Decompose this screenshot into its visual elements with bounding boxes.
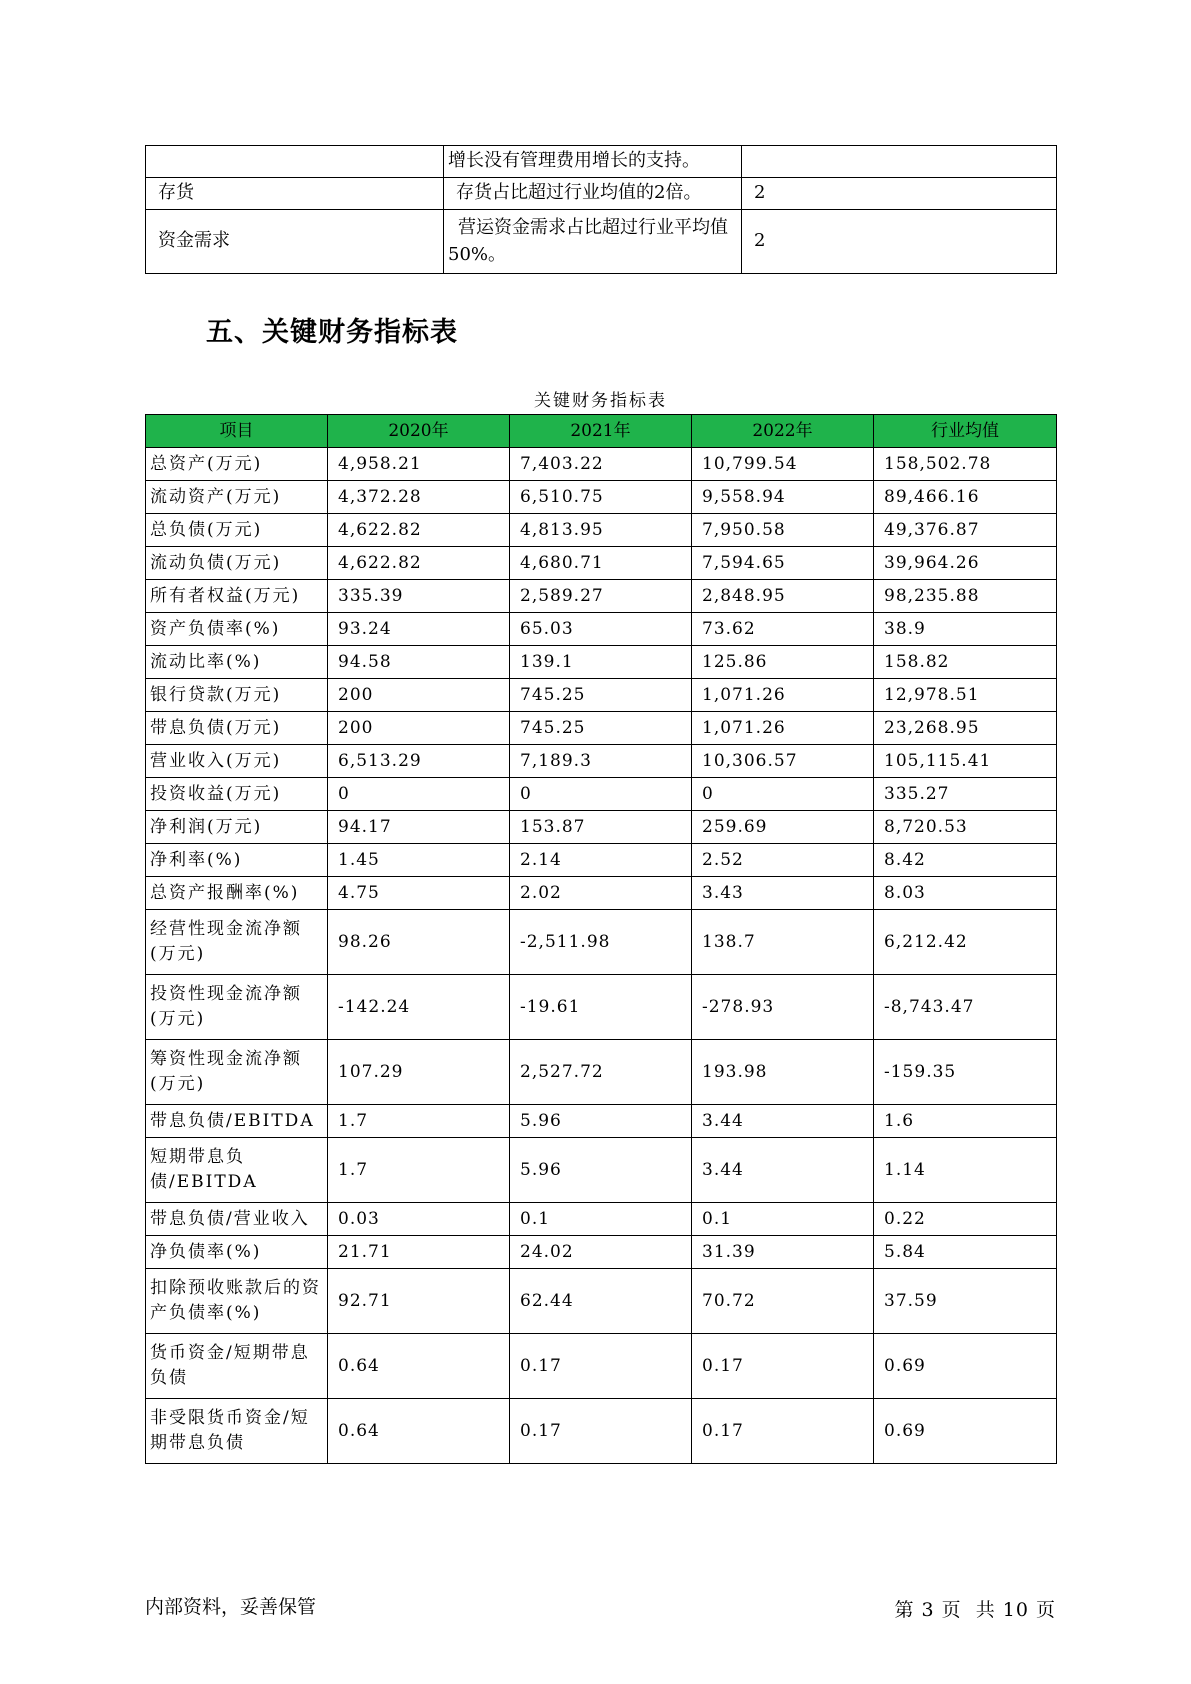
value-2020-cell: 200 bbox=[328, 679, 510, 712]
value-2022-cell: 1,071.26 bbox=[692, 712, 874, 745]
industry-average-cell: 1.14 bbox=[874, 1138, 1057, 1203]
value-2022-cell: 0.1 bbox=[692, 1203, 874, 1236]
value-2022-cell: 10,306.57 bbox=[692, 745, 874, 778]
table-body bbox=[146, 448, 1057, 1464]
indicator-cell: 总负债(万元) bbox=[146, 514, 328, 547]
table-row bbox=[146, 1203, 1057, 1236]
table-row bbox=[146, 975, 1057, 1040]
description-cell: 增长没有管理费用增长的支持。 bbox=[444, 146, 742, 178]
indicator-cell: 带息负债/EBITDA bbox=[146, 1105, 328, 1138]
item-cell bbox=[146, 146, 444, 178]
header-industry-average: 行业均值 bbox=[874, 415, 1057, 448]
value-2022-cell: 259.69 bbox=[692, 811, 874, 844]
value-2022-cell: 0 bbox=[692, 778, 874, 811]
value-2021-cell: 0.17 bbox=[510, 1399, 692, 1464]
value-2020-cell: 200 bbox=[328, 712, 510, 745]
industry-average-cell: 8.42 bbox=[874, 844, 1057, 877]
value-2022-cell: 3.44 bbox=[692, 1105, 874, 1138]
section-heading: 五、关键财务指标表 bbox=[206, 317, 458, 348]
value-2022-cell: 7,950.58 bbox=[692, 514, 874, 547]
value-2020-cell: 6,513.29 bbox=[328, 745, 510, 778]
table-caption: 关键财务指标表 bbox=[534, 391, 667, 411]
value-2021-cell: 153.87 bbox=[510, 811, 692, 844]
value-2022-cell: 3.43 bbox=[692, 877, 874, 910]
industry-average-cell: 38.9 bbox=[874, 613, 1057, 646]
item-cell: 存货 bbox=[146, 178, 444, 210]
table-row bbox=[146, 712, 1057, 745]
table-row bbox=[146, 646, 1057, 679]
industry-average-cell: 1.6 bbox=[874, 1105, 1057, 1138]
indicator-cell: 所有者权益(万元) bbox=[146, 580, 328, 613]
value-2022-cell: 70.72 bbox=[692, 1269, 874, 1334]
value-2022-cell: 9,558.94 bbox=[692, 481, 874, 514]
indicator-cell: 非受限货币资金/短期带息负债 bbox=[146, 1399, 328, 1464]
evaluation-table-continued bbox=[145, 145, 1057, 274]
value-2021-cell: 6,510.75 bbox=[510, 481, 692, 514]
description-cell: 营运资金需求占比超过行业平均值50%。 bbox=[444, 210, 742, 274]
value-2022-cell: 193.98 bbox=[692, 1040, 874, 1105]
industry-average-cell: 105,115.41 bbox=[874, 745, 1057, 778]
industry-average-cell: 5.84 bbox=[874, 1236, 1057, 1269]
indicator-cell: 投资收益(万元) bbox=[146, 778, 328, 811]
table-row bbox=[146, 514, 1057, 547]
value-2021-cell: 4,680.71 bbox=[510, 547, 692, 580]
table-row bbox=[146, 613, 1057, 646]
value-2021-cell: 745.25 bbox=[510, 712, 692, 745]
value-2021-cell: 5.96 bbox=[510, 1138, 692, 1203]
indicator-cell: 流动负债(万元) bbox=[146, 547, 328, 580]
value-2022-cell: 2.52 bbox=[692, 844, 874, 877]
value-2020-cell: 94.58 bbox=[328, 646, 510, 679]
value-2021-cell: 0.1 bbox=[510, 1203, 692, 1236]
industry-average-cell: -8,743.47 bbox=[874, 975, 1057, 1040]
value-2022-cell: -278.93 bbox=[692, 975, 874, 1040]
industry-average-cell: 39,964.26 bbox=[874, 547, 1057, 580]
industry-average-cell: 49,376.87 bbox=[874, 514, 1057, 547]
score-cell bbox=[742, 146, 1057, 178]
table-row bbox=[146, 1138, 1057, 1203]
industry-average-cell: 12,978.51 bbox=[874, 679, 1057, 712]
value-2021-cell: 139.1 bbox=[510, 646, 692, 679]
value-2020-cell: 0 bbox=[328, 778, 510, 811]
table-row bbox=[146, 210, 1057, 274]
table-row bbox=[146, 178, 1057, 210]
value-2020-cell: 98.26 bbox=[328, 910, 510, 975]
indicator-cell: 带息负债/营业收入 bbox=[146, 1203, 328, 1236]
industry-average-cell: 0.69 bbox=[874, 1399, 1057, 1464]
table-row bbox=[146, 1236, 1057, 1269]
value-2022-cell: 125.86 bbox=[692, 646, 874, 679]
value-2020-cell: 4,622.82 bbox=[328, 514, 510, 547]
industry-average-cell: 6,212.42 bbox=[874, 910, 1057, 975]
value-2020-cell: 4,622.82 bbox=[328, 547, 510, 580]
indicator-cell: 资产负债率(%) bbox=[146, 613, 328, 646]
indicator-cell: 筹资性现金流净额(万元) bbox=[146, 1040, 328, 1105]
indicator-cell: 带息负债(万元) bbox=[146, 712, 328, 745]
value-2021-cell: 5.96 bbox=[510, 1105, 692, 1138]
industry-average-cell: 89,466.16 bbox=[874, 481, 1057, 514]
value-2020-cell: 92.71 bbox=[328, 1269, 510, 1334]
value-2021-cell: -19.61 bbox=[510, 975, 692, 1040]
value-2021-cell: 62.44 bbox=[510, 1269, 692, 1334]
header-2020: 2020年 bbox=[328, 415, 510, 448]
item-cell: 资金需求 bbox=[146, 210, 444, 274]
value-2020-cell: 4.75 bbox=[328, 877, 510, 910]
description-cell: 存货占比超过行业均值的2倍。 bbox=[444, 178, 742, 210]
table-row bbox=[146, 580, 1057, 613]
value-2020-cell: 4,372.28 bbox=[328, 481, 510, 514]
indicator-cell: 净利率(%) bbox=[146, 844, 328, 877]
indicator-cell: 总资产(万元) bbox=[146, 448, 328, 481]
table-row bbox=[146, 877, 1057, 910]
footer-page-number: 第 3 页 共 10 页 bbox=[894, 1599, 1056, 1621]
industry-average-cell: 23,268.95 bbox=[874, 712, 1057, 745]
value-2021-cell: 2.14 bbox=[510, 844, 692, 877]
value-2020-cell: 0.64 bbox=[328, 1399, 510, 1464]
table-header-row bbox=[146, 415, 1057, 448]
value-2020-cell: 1.7 bbox=[328, 1138, 510, 1203]
industry-average-cell: 158.82 bbox=[874, 646, 1057, 679]
table-row bbox=[146, 844, 1057, 877]
value-2021-cell: -2,511.98 bbox=[510, 910, 692, 975]
table-row bbox=[146, 1040, 1057, 1105]
indicator-cell: 净负债率(%) bbox=[146, 1236, 328, 1269]
indicator-cell: 经营性现金流净额(万元) bbox=[146, 910, 328, 975]
value-2022-cell: 0.17 bbox=[692, 1399, 874, 1464]
industry-average-cell: 8.03 bbox=[874, 877, 1057, 910]
value-2022-cell: 7,594.65 bbox=[692, 547, 874, 580]
value-2022-cell: 3.44 bbox=[692, 1138, 874, 1203]
value-2020-cell: 0.64 bbox=[328, 1334, 510, 1399]
indicator-cell: 流动比率(%) bbox=[146, 646, 328, 679]
header-2022: 2022年 bbox=[692, 415, 874, 448]
indicator-cell: 流动资产(万元) bbox=[146, 481, 328, 514]
value-2020-cell: 335.39 bbox=[328, 580, 510, 613]
value-2022-cell: 0.17 bbox=[692, 1334, 874, 1399]
table-row bbox=[146, 1334, 1057, 1399]
table-row bbox=[146, 448, 1057, 481]
value-2021-cell: 2,527.72 bbox=[510, 1040, 692, 1105]
indicator-cell: 营业收入(万元) bbox=[146, 745, 328, 778]
value-2021-cell: 0.17 bbox=[510, 1334, 692, 1399]
header-2021: 2021年 bbox=[510, 415, 692, 448]
industry-average-cell: 8,720.53 bbox=[874, 811, 1057, 844]
indicator-cell: 货币资金/短期带息负债 bbox=[146, 1334, 328, 1399]
value-2020-cell: 1.45 bbox=[328, 844, 510, 877]
value-2021-cell: 2.02 bbox=[510, 877, 692, 910]
industry-average-cell: 98,235.88 bbox=[874, 580, 1057, 613]
indicator-cell: 银行贷款(万元) bbox=[146, 679, 328, 712]
table-row bbox=[146, 547, 1057, 580]
value-2022-cell: 31.39 bbox=[692, 1236, 874, 1269]
indicator-cell: 总资产报酬率(%) bbox=[146, 877, 328, 910]
industry-average-cell: 37.59 bbox=[874, 1269, 1057, 1334]
score-cell: 2 bbox=[742, 178, 1057, 210]
indicator-cell: 短期带息负债/EBITDA bbox=[146, 1138, 328, 1203]
value-2020-cell: -142.24 bbox=[328, 975, 510, 1040]
table-row bbox=[146, 745, 1057, 778]
value-2021-cell: 745.25 bbox=[510, 679, 692, 712]
value-2020-cell: 0.03 bbox=[328, 1203, 510, 1236]
value-2020-cell: 21.71 bbox=[328, 1236, 510, 1269]
table-row bbox=[146, 811, 1057, 844]
value-2020-cell: 1.7 bbox=[328, 1105, 510, 1138]
table-row bbox=[146, 1269, 1057, 1334]
footer-confidential-note: 内部资料，妥善保管 bbox=[145, 1596, 317, 1618]
industry-average-cell: 0.69 bbox=[874, 1334, 1057, 1399]
table-row bbox=[146, 1399, 1057, 1464]
industry-average-cell: -159.35 bbox=[874, 1040, 1057, 1105]
header-item: 项目 bbox=[146, 415, 328, 448]
industry-average-cell: 335.27 bbox=[874, 778, 1057, 811]
table-row bbox=[146, 679, 1057, 712]
table-row bbox=[146, 778, 1057, 811]
value-2022-cell: 73.62 bbox=[692, 613, 874, 646]
value-2020-cell: 93.24 bbox=[328, 613, 510, 646]
value-2022-cell: 138.7 bbox=[692, 910, 874, 975]
industry-average-cell: 0.22 bbox=[874, 1203, 1057, 1236]
indicator-cell: 扣除预收账款后的资产负债率(%) bbox=[146, 1269, 328, 1334]
value-2021-cell: 4,813.95 bbox=[510, 514, 692, 547]
value-2020-cell: 107.29 bbox=[328, 1040, 510, 1105]
value-2021-cell: 0 bbox=[510, 778, 692, 811]
industry-average-cell: 158,502.78 bbox=[874, 448, 1057, 481]
table-row bbox=[146, 146, 1057, 178]
key-financial-indicators-table bbox=[145, 414, 1057, 1464]
table-row bbox=[146, 910, 1057, 975]
value-2021-cell: 7,189.3 bbox=[510, 745, 692, 778]
value-2021-cell: 65.03 bbox=[510, 613, 692, 646]
score-cell: 2 bbox=[742, 210, 1057, 274]
table-row bbox=[146, 1105, 1057, 1138]
value-2021-cell: 2,589.27 bbox=[510, 580, 692, 613]
indicator-cell: 净利润(万元) bbox=[146, 811, 328, 844]
value-2021-cell: 7,403.22 bbox=[510, 448, 692, 481]
table-row bbox=[146, 481, 1057, 514]
indicator-cell: 投资性现金流净额(万元) bbox=[146, 975, 328, 1040]
value-2022-cell: 1,071.26 bbox=[692, 679, 874, 712]
value-2020-cell: 4,958.21 bbox=[328, 448, 510, 481]
value-2022-cell: 2,848.95 bbox=[692, 580, 874, 613]
value-2022-cell: 10,799.54 bbox=[692, 448, 874, 481]
value-2020-cell: 94.17 bbox=[328, 811, 510, 844]
value-2021-cell: 24.02 bbox=[510, 1236, 692, 1269]
